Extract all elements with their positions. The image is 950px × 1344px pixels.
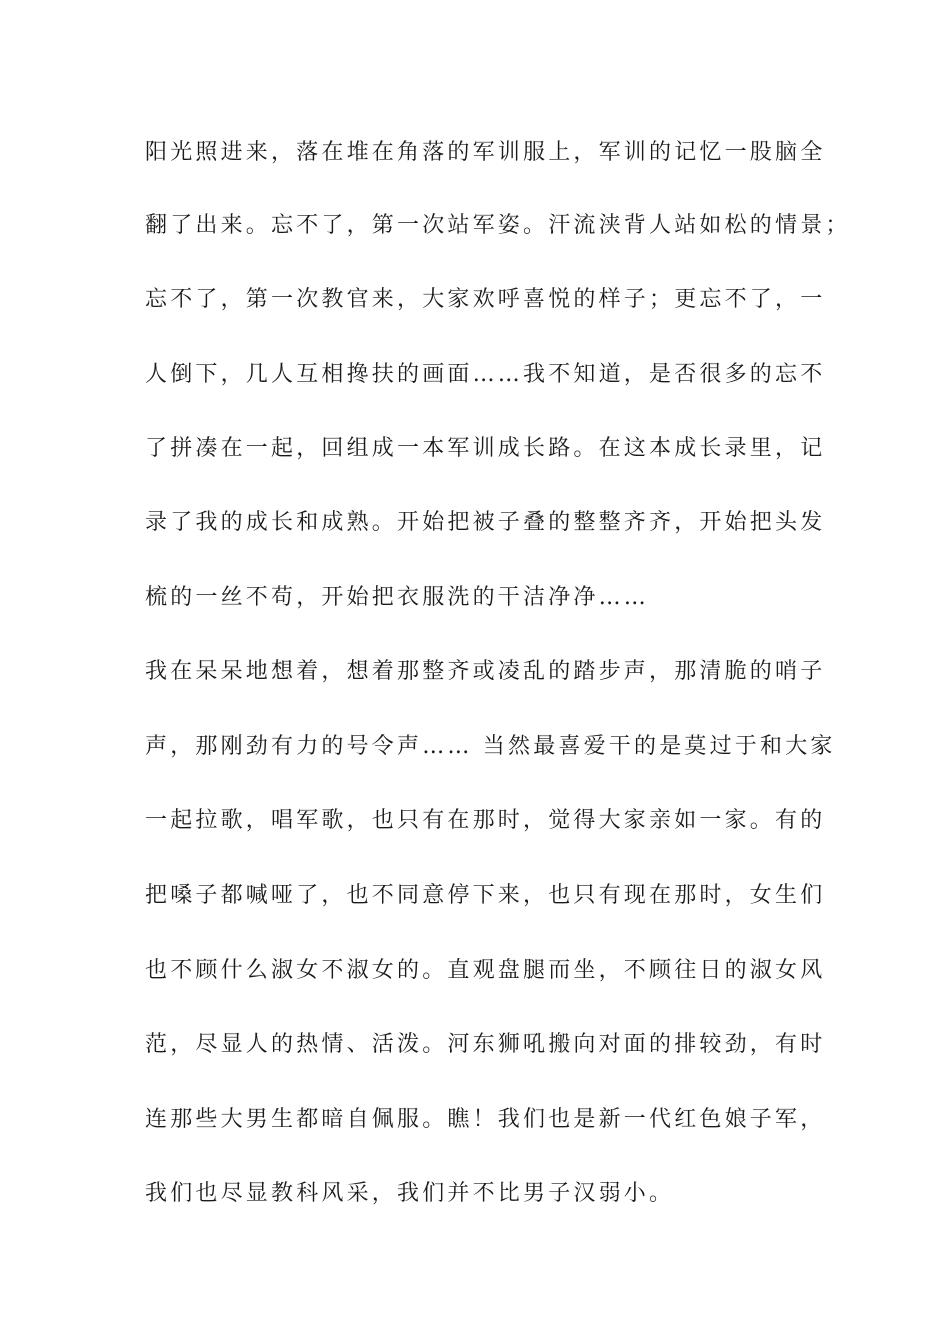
text-line-11: 把嗓子都喊哑了，也不同意停下来，也只有现在那时，女生们 (145, 883, 826, 908)
text-line-2: 翻了出来。忘不了，第一次站军姿。汗流浃背人站如松的情景； (145, 213, 851, 238)
text-line-12: 也不顾什么淑女不淑女的。直观盘腿而坐，不顾往日的淑女风 (145, 958, 826, 983)
text-line-5: 了拼凑在一起，回组成一本军训成长路。在这本成长录里，记 (145, 436, 826, 461)
text-line-9: 声，那刚劲有力的号令声…… 当然最喜爱干的是莫过于和大家 (145, 734, 836, 759)
text-line-3: 忘不了，第一次教官来，大家欢呼喜悦的样子；更忘不了，一 (145, 287, 826, 312)
text-line-14: 连那些大男生都暗自佩服。瞧！我们也是新一代红色娘子军， (145, 1107, 826, 1132)
text-line-4: 人倒下，几人互相搀扶的画面……我不知道，是否很多的忘不 (145, 362, 826, 387)
text-line-7: 梳的一丝不苟，开始把衣服洗的干洁净净…… (145, 585, 650, 610)
text-line-10: 一起拉歌，唱军歌，也只有在那时，觉得大家亲如一家。有的 (145, 808, 826, 833)
text-line-13: 范，尽显人的热情、活泼。河东狮吼搬向对面的排较劲，有时 (145, 1032, 826, 1057)
text-line-8: 我在呆呆地想着，想着那整齐或凌乱的踏步声，那清脆的哨子 (145, 659, 826, 684)
text-line-1: 阳光照进来，落在堆在角落的军训服上，军训的记忆一股脑全 (145, 140, 826, 165)
text-line-15: 我们也尽显教科风采，我们并不比男子汉弱小。 (145, 1181, 675, 1206)
text-line-6: 录了我的成长和成熟。开始把被子叠的整整齐齐，开始把头发 (145, 510, 826, 535)
